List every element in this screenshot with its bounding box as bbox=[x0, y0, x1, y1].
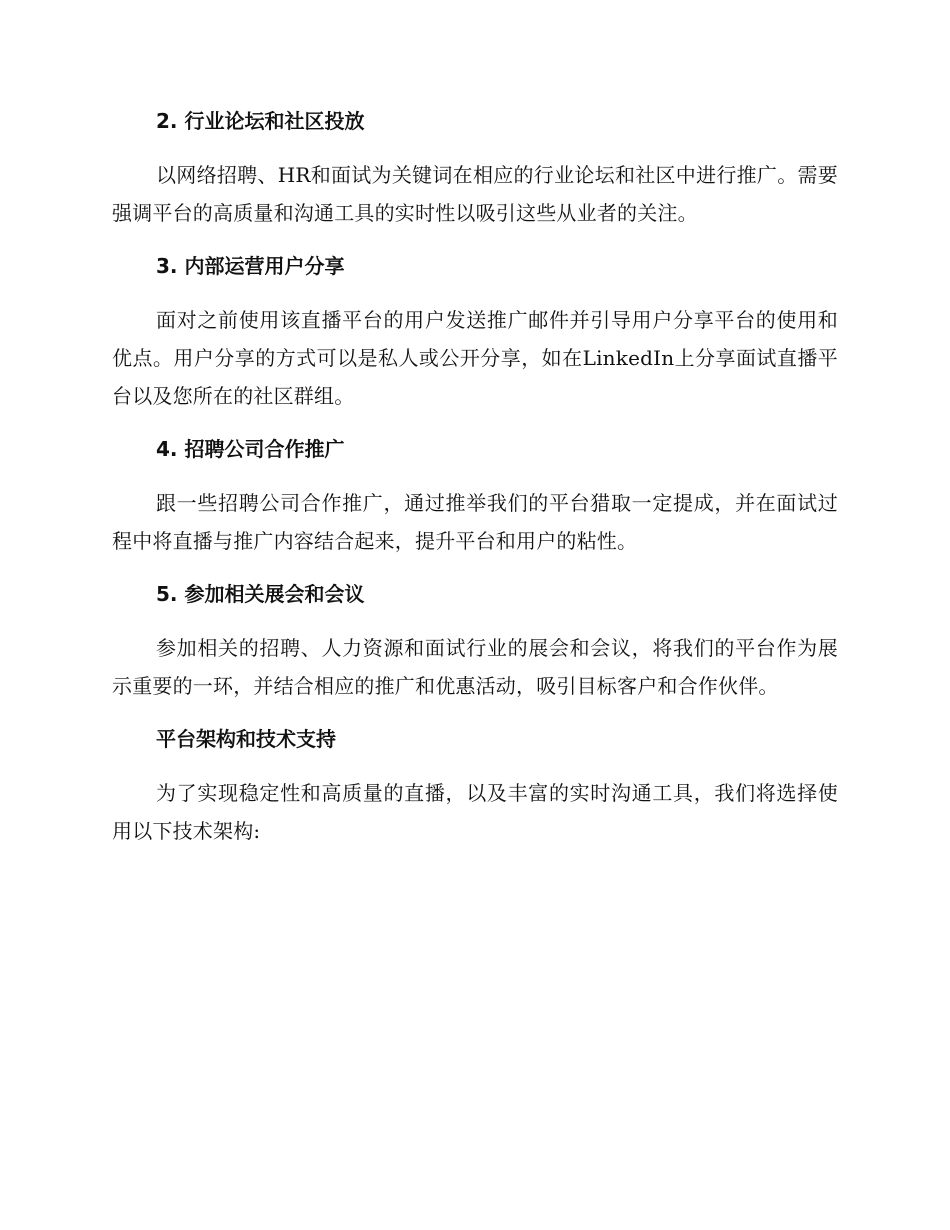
section-paragraph: 面对之前使用该直播平台的用户发送推广邮件并引导用户分享平台的使用和优点。用户分享的方式可以是私人或公开分享，如在LinkedIn上分享面试直播平台以及您所在的社区群组。 bbox=[112, 308, 838, 408]
section-recruiter-partnership bbox=[112, 434, 838, 560]
section-heading: 2. 行业论坛和社区投放 bbox=[156, 109, 365, 133]
section-paragraph: 为了实现稳定性和高质量的直播，以及丰富的实时沟通工具，我们将选择使用以下技术架构: bbox=[112, 781, 838, 843]
section-industry-forums bbox=[112, 106, 838, 232]
section-heading: 4. 招聘公司合作推广 bbox=[156, 437, 345, 461]
section-heading: 3. 内部运营用户分享 bbox=[156, 254, 345, 278]
section-user-sharing bbox=[112, 251, 838, 415]
section-paragraph: 参加相关的招聘、人力资源和面试行业的展会和会议，将我们的平台作为展示重要的一环，并结合相应的推广和优惠活动，吸引目标客户和合作伙伴。 bbox=[112, 636, 838, 698]
section-heading: 5. 参加相关展会和会议 bbox=[156, 582, 365, 606]
section-platform-architecture bbox=[112, 724, 838, 850]
section-heading: 平台架构和技术支持 bbox=[156, 727, 336, 751]
section-paragraph: 以网络招聘、HR和面试为关键词在相应的行业论坛和社区中进行推广。需要强调平台的高质量和沟通工具的实时性以吸引这些从业者的关注。 bbox=[112, 163, 838, 225]
section-paragraph: 跟一些招聘公司合作推广，通过推举我们的平台猎取一定提成，并在面试过程中将直播与推广内容结合起来，提升平台和用户的粘性。 bbox=[112, 491, 838, 553]
section-exhibitions bbox=[112, 579, 838, 705]
